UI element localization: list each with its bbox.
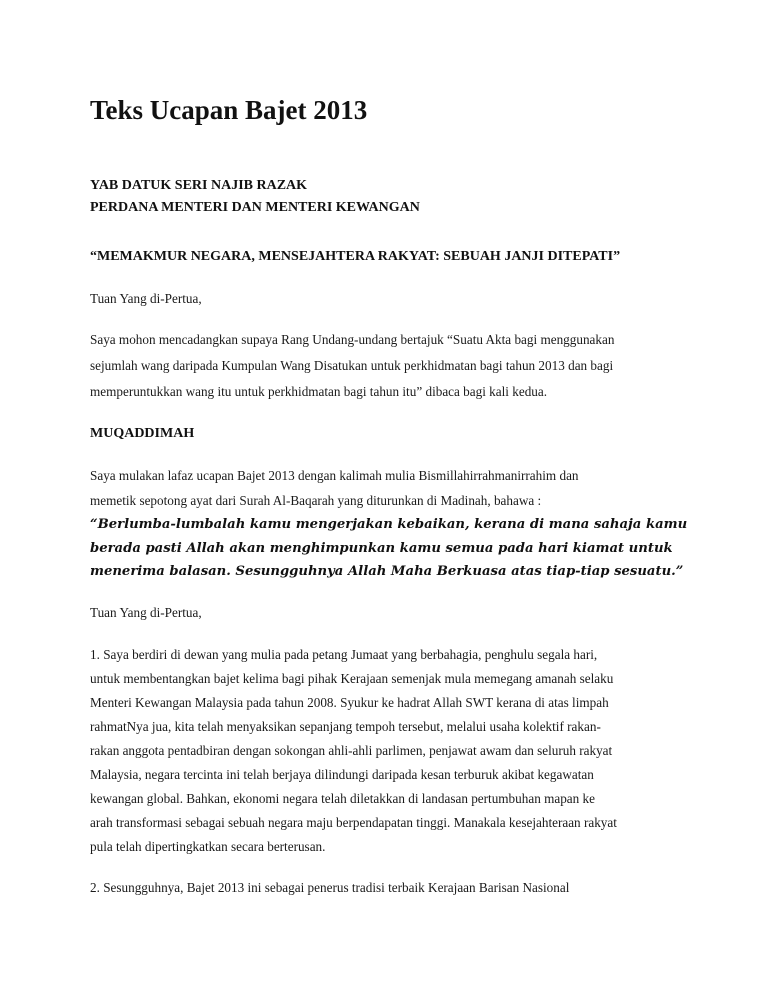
paragraph-line: rakan anggota pentadbiran dengan sokongan ahli-ahli parlimen, penjawat awam dan seluruh rakyat — [90, 743, 613, 758]
paragraph-line: memperuntukkan wang itu untuk perkhidmatan bagi tahun itu” dibaca bagi kali kedua. — [90, 384, 548, 399]
paragraph-line: untuk membentangkan bajet kelima bagi pihak Kerajaan semenjak mula memegang amanah selaku — [90, 671, 614, 686]
document-title: Teks Ucapan Bajet 2013 — [90, 95, 368, 125]
salutation: Tuan Yang di-Pertua, — [90, 291, 202, 306]
paragraph-line: Malaysia, negara tercinta ini telah berjaya dilindungi daripada kesan terburuk akibat kegawatan — [90, 767, 594, 782]
speaker-position: PERDANA MENTERI DAN MENTERI KEWANGAN — [90, 200, 420, 215]
paragraph-line: memetik sepotong ayat dari Surah Al-Baqarah yang diturunkan di Madinah, bahawa : — [90, 493, 542, 508]
paragraph-line: Saya mulakan lafaz ucapan Bajet 2013 dengan kalimah mulia Bismillahirrahmanirrahim dan — [90, 468, 579, 483]
section-heading: MUQADDIMAH — [90, 426, 195, 441]
quote-line: berada pasti Allah akan menghimpunkan kamu semua pada hari kiamat untuk — [90, 541, 673, 556]
paragraph-line: sejumlah wang daripada Kumpulan Wang Disatukan untuk perkhidmatan bagi tahun 2013 dan bagi — [90, 358, 614, 373]
paragraph-line: Menteri Kewangan Malaysia pada tahun 2008. Syukur ke hadrat Allah SWT kerana di atas limpah — [90, 695, 609, 710]
quote-line: menerima balasan. Sesungguhnya Allah Maha Berkuasa atas tiap-tiap sesuatu.” — [90, 564, 684, 579]
paragraph-line: Saya mohon mencadangkan supaya Rang Undang-undang bertajuk “Suatu Akta bagi menggunakan — [90, 332, 615, 347]
paragraph-line: arah transformasi sebagai sebuah negara maju berpendapatan tinggi. Manakala kesejahteraan rakyat — [90, 815, 617, 830]
paragraph-line: pula telah dipertingkatkan secara berterusan. — [90, 839, 326, 854]
paragraph-line: 1. Saya berdiri di dewan yang mulia pada petang Jumaat yang berbahagia, penghulu segala hari, — [90, 647, 598, 662]
paragraph-line: rahmatNya jua, kita telah menyaksikan sepanjang tempoh tersebut, melalui usaha kolektif rakan- — [90, 719, 601, 734]
speaker-name: YAB DATUK SERI NAJIB RAZAK — [90, 178, 308, 193]
quote-line: “Berlumba-lumbalah kamu mengerjakan kebaikan, kerana di mana sahaja kamu — [90, 517, 688, 532]
speech-theme: “MEMAKMUR NEGARA, MENSEJAHTERA RAKYAT: SEBUAH JANJI DITEPATI” — [90, 249, 621, 264]
paragraph-line: 2. Sesungguhnya, Bajet 2013 ini sebagai penerus tradisi terbaik Kerajaan Barisan Nasional — [90, 880, 570, 895]
salutation: Tuan Yang di-Pertua, — [90, 605, 202, 620]
paragraph-line: kewangan global. Bahkan, ekonomi negara telah diletakkan di landasan pertumbuhan mapan ke — [90, 791, 595, 806]
